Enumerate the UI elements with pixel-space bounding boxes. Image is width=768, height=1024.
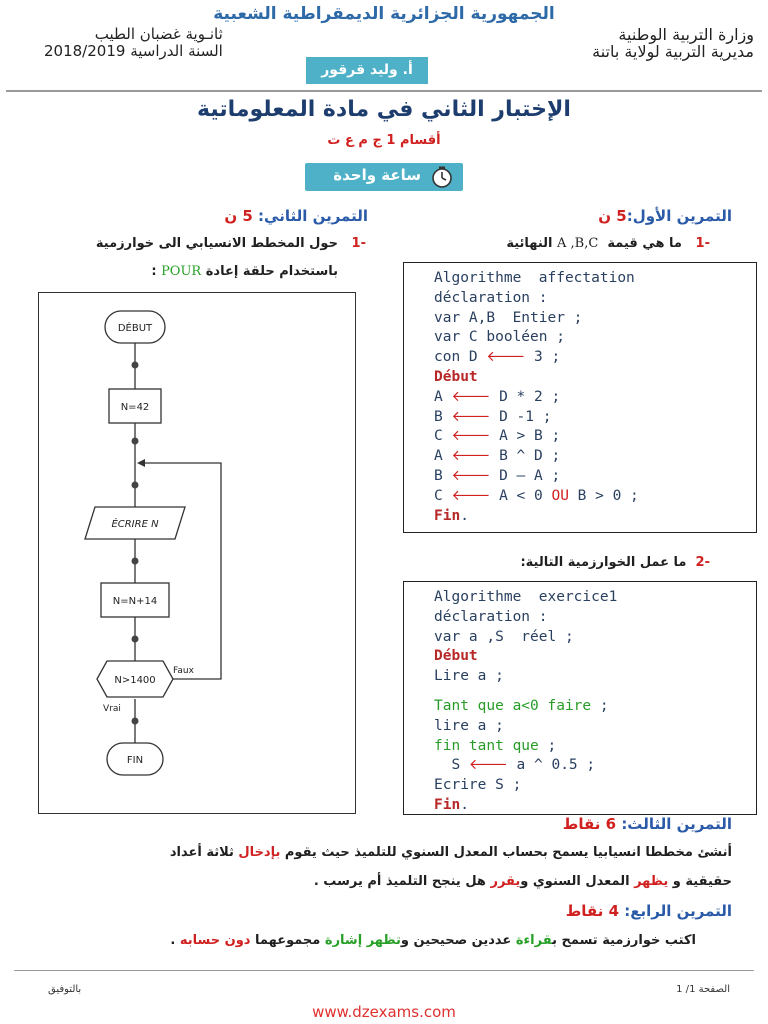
algorithm-2-box (403, 581, 757, 815)
code-line: Algorithme exercice1 (434, 589, 618, 605)
header-divider (6, 90, 762, 92)
flow-connector (132, 438, 139, 445)
code-text: C (434, 487, 452, 504)
ministry-name: وزارة التربية الوطنية (618, 25, 754, 44)
left-arrow-icon: 🡐 (451, 448, 491, 465)
flow-faux-label: Faux (173, 666, 194, 676)
code-text: a ^ 0.5 ; (507, 757, 596, 774)
code-text: B (434, 408, 452, 425)
ex1-q1-number: -1 (695, 236, 710, 251)
ex3-text: حقيقية و (668, 874, 732, 889)
ex3-keyword: بإدخال (238, 845, 281, 860)
footer-divider (14, 970, 754, 971)
code-line (404, 447, 756, 467)
code-line (404, 408, 756, 428)
code-keyword-fin: Fin (434, 796, 461, 813)
ex1-q1-text: ما هي قيمة (607, 236, 682, 251)
code-line (404, 756, 756, 776)
ex4-title-text: التمرين الرابع: (624, 902, 732, 920)
ex2-q1-line2: باستخدام حلقة إعادة (205, 264, 338, 279)
left-arrow-icon: 🡐 (468, 757, 508, 774)
left-arrow-icon: 🡐 (451, 467, 491, 484)
ex3-points: 6 نقاط (562, 815, 617, 833)
ex2-title (224, 207, 368, 225)
code-text: D * 2 ; (490, 388, 561, 405)
flow-assign2-label: N=N+14 (112, 596, 158, 607)
ex2-question-1-line2 (151, 264, 338, 279)
clock-icon (431, 166, 453, 188)
ex3-text: أنشئ مخططا انسيابيا يسمح بحساب المعدل السنوي للتلميذ حيث يقوم (280, 845, 732, 860)
code-line: déclaration : (434, 608, 548, 625)
flow-connector (132, 718, 139, 725)
flow-loop-edge (139, 463, 221, 679)
ministry-block (592, 26, 754, 60)
code-line: déclaration : (434, 289, 548, 306)
ex3-text: هل ينجح التلميذ أم يرسب . (313, 874, 491, 889)
ex2-q1-number: -1 (351, 236, 366, 251)
exam-title: الإختبار الثاني في مادة المعلوماتية (197, 97, 571, 122)
ex3-title (563, 815, 732, 833)
flow-connector (132, 482, 139, 489)
flow-condition-label: N>1400 (114, 675, 156, 686)
ex4-text: اكتب خوارزمية تسمح ب (552, 933, 696, 948)
code-text: S (434, 757, 469, 774)
ex4-keyword: دون حسابه (179, 933, 251, 948)
ex3-text: المعدل السنوي و (520, 874, 635, 889)
code-line: lire a ; (434, 717, 504, 734)
ex2-title-text: التمرين الثاني: (258, 207, 368, 225)
flowchart (39, 293, 357, 815)
ex1-q1-vars: A ,B,C (557, 236, 599, 251)
year-label: السنة الدراسية (130, 42, 223, 60)
flow-assign1-label: N=42 (120, 402, 150, 413)
code-keyword-fintantque: fin tant que (434, 737, 539, 754)
ex3-title-text: التمرين الثالث: (621, 815, 732, 833)
pour-keyword: POUR (161, 264, 202, 279)
ex2-q1-text: حول المخطط الانسيابي الى خوارزمية (95, 236, 338, 251)
flow-connector (132, 636, 139, 643)
code-text: C (434, 428, 452, 445)
code-line: Ecrire S ; (434, 777, 522, 794)
code-keyword-debut: Début (434, 368, 478, 385)
code-text: B ^ D ; (490, 448, 561, 465)
code-line: Algorithme affectation (434, 270, 635, 286)
code-line (404, 697, 756, 717)
ex1-points: 5 ن (598, 207, 627, 225)
code-line: var A,B Entier ; (434, 309, 583, 326)
ex4-keyword: تظهر إشارة (324, 933, 401, 948)
code-line: Fin. (434, 796, 469, 813)
ex4-points: 4 نقاط (565, 902, 619, 920)
ex4-title (566, 902, 732, 920)
republic-header: الجمهورية الجزائرية الديمقراطية الشعبية (213, 4, 555, 24)
left-arrow-icon: 🡐 (486, 349, 526, 366)
code-keyword-tantque: Tant que a<0 faire (434, 697, 592, 714)
code-line: Fin. (434, 507, 469, 524)
website-link[interactable]: www.dzexams.com (312, 1003, 456, 1021)
footer-page-number: الصفحة 1/ 1 (676, 984, 730, 995)
ex3-text: ثلاثة أعداد (169, 845, 239, 860)
flow-start-label: DÉBUT (117, 323, 153, 334)
code-text: B (434, 467, 452, 484)
code-text: A (434, 388, 452, 405)
left-arrow-icon: 🡐 (451, 428, 491, 445)
flow-connector (132, 558, 139, 565)
flow-write-label: ÉCRIRE N (111, 519, 159, 530)
code-text: ; (591, 697, 609, 714)
code-line (404, 427, 756, 447)
ex1-title (598, 207, 732, 225)
ex1-q2-text: ما عمل الخوارزمية التالية: (520, 555, 687, 570)
flowchart-frame (38, 292, 356, 814)
code-line (404, 388, 756, 408)
code-text: B > 0 ; (568, 487, 639, 504)
code-keyword-fin: Fin (434, 507, 461, 524)
ex1-title-text: التمرين الأول: (626, 207, 732, 225)
algorithm-1-box (403, 262, 757, 533)
ex2-question-1 (96, 236, 366, 251)
code-text: ; (538, 737, 557, 754)
code-line: Lire a ; (434, 668, 504, 685)
code-text: A < 0 (490, 487, 552, 504)
code-text: A (434, 448, 452, 465)
ex3-keyword: يظهر (634, 874, 669, 889)
code-keyword-ou: OU (551, 487, 569, 504)
ex3-line-2 (314, 874, 732, 889)
code-line (404, 737, 756, 757)
ex2-points: 5 ن (224, 207, 253, 225)
code-line (404, 348, 756, 368)
ex4-text: مجموعهما (250, 933, 325, 948)
ex1-question-2 (520, 555, 710, 570)
ex3-keyword: يقرر (490, 874, 521, 889)
exam-classes: أقسام 1 ج م ع ت (327, 133, 441, 148)
left-arrow-icon: 🡐 (451, 408, 491, 425)
flow-connector (132, 362, 139, 369)
year-value: 2018/2019 (44, 42, 126, 60)
ex4-keyword: قراءة (515, 933, 553, 948)
code-text: con D (434, 349, 487, 366)
duration-box (305, 163, 463, 191)
code-keyword-debut: Début (434, 648, 478, 665)
school-year (44, 43, 223, 60)
school-name: ثانـوية غضبان الطيب (94, 25, 223, 43)
code-line: var C booléen ; (434, 329, 565, 346)
directorate-name: مديرية التربية لولاية باتنة (592, 42, 754, 61)
flow-vrai-label: Vrai (103, 704, 121, 714)
footer-luck: بالتوفيق (48, 984, 82, 995)
left-arrow-icon: 🡐 (451, 388, 491, 405)
code-text: 3 ; (525, 349, 561, 366)
code-text: D -1 ; (490, 408, 552, 425)
code-text: D – A ; (490, 467, 561, 484)
code-line (404, 467, 756, 487)
teacher-name: أ. وليد قرقور (306, 57, 428, 84)
school-block (44, 26, 223, 60)
duration-text: ساعة واحدة (333, 166, 421, 184)
code-line: var a ,S réel ; (434, 628, 574, 645)
ex2-colon: : (151, 264, 157, 279)
ex1-q1-tail: النهائية (506, 236, 553, 251)
code-line (404, 487, 756, 507)
ex4-text: عددين صحيحين و (400, 933, 516, 948)
flow-end-label: FIN (126, 755, 144, 766)
flow-arrowhead (137, 459, 145, 467)
ex4-text: . (170, 933, 180, 948)
ex3-line-1 (170, 845, 732, 860)
ex4-line-1 (170, 933, 696, 948)
left-arrow-icon: 🡐 (451, 487, 491, 504)
ex1-question-1 (506, 236, 710, 251)
ex1-q2-number: -2 (695, 555, 710, 570)
code-text: A > B ; (490, 428, 561, 445)
